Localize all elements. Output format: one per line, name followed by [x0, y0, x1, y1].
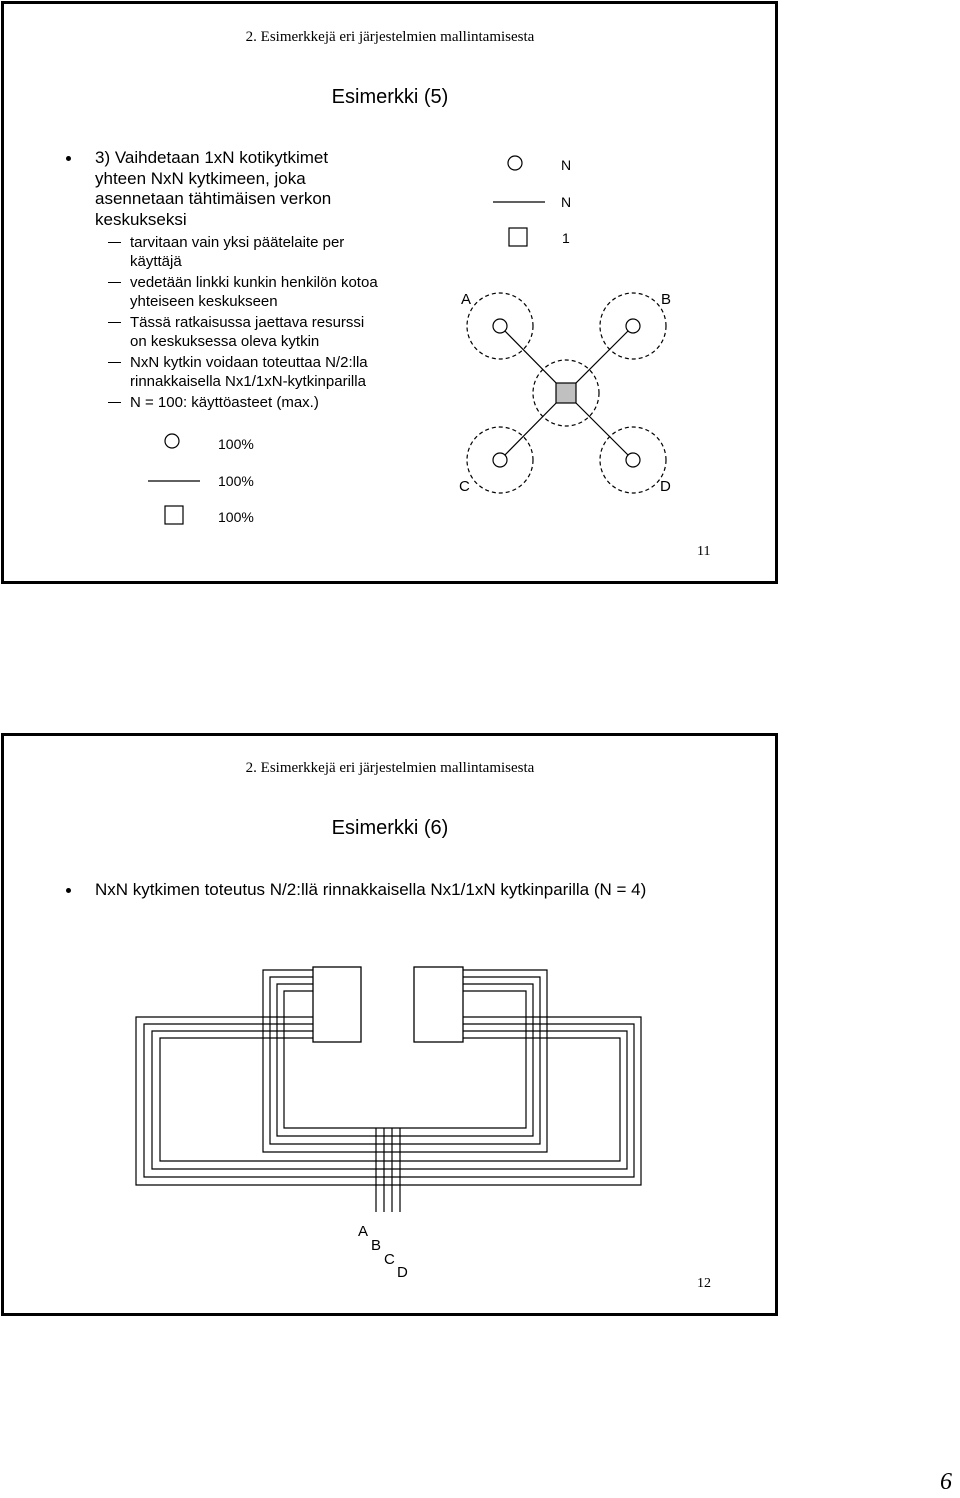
- bullet-line: keskukseksi: [95, 209, 187, 229]
- legend-circle-value: N: [561, 157, 572, 173]
- slide-esimerkki-5: [0, 0, 780, 586]
- input-label-d: D: [397, 1264, 408, 1281]
- sub-item-line: käyttäjä: [130, 253, 182, 270]
- slide-title: Esimerkki (6): [331, 817, 449, 839]
- slide-page-number: 12: [697, 1276, 711, 1291]
- legend-square-icon: [509, 228, 527, 246]
- sub-item-line: Tässä ratkaisussa jaettava resurssi: [130, 314, 365, 331]
- slide-esimerkki-6: [0, 732, 780, 1318]
- input-label-c: C: [384, 1251, 395, 1268]
- legend-square-value: 1: [562, 230, 570, 246]
- inner-wire: [263, 970, 547, 1152]
- legend-circle-value: 100%: [218, 436, 254, 452]
- legend-circle-icon: [508, 156, 522, 170]
- bullet-line: NxN kytkimen toteutus N/2:llä rinnakkaisella Nx1/1xN kytkinparilla (N = 4): [95, 880, 647, 899]
- node-label-d: D: [660, 478, 671, 495]
- wire-group: [136, 970, 641, 1212]
- bullet-line: 3) Vaihdetaan 1xN kotikytkimet: [95, 148, 329, 167]
- outer-wire: [160, 1038, 620, 1161]
- sub-item-line: vedetään linkki kunkin henkilön kotoa: [130, 274, 378, 291]
- sub-item-line: NxN kytkin voidaan toteuttaa N/2:lla: [130, 354, 368, 371]
- bullet-line: yhteen NxN kytkimeen, joka: [95, 168, 306, 188]
- slide-header: 2. Esimerkkejä eri järjestelmien mallintamisesta: [245, 760, 535, 776]
- slide-page-number: 11: [697, 544, 711, 559]
- legend-circle-icon: [165, 434, 179, 448]
- sub-item-line: tarvitaan vain yksi päätelaite per: [130, 234, 345, 251]
- node-label-c: C: [459, 478, 470, 495]
- switch-box-left: [313, 967, 361, 1042]
- legend-square-icon: [165, 506, 183, 524]
- sub-item-line: yhteiseen keskukseen: [130, 293, 278, 310]
- sub-item-line: N = 100: käyttöasteet (max.): [130, 394, 319, 411]
- node-label-a: A: [461, 291, 472, 308]
- outer-wire: [136, 1017, 641, 1185]
- slide-header: 2. Esimerkkejä eri järjestelmien mallintamisesta: [245, 29, 535, 45]
- switch-pair-wiring-diagram: [0, 732, 780, 1318]
- node-c-terminal: [493, 453, 507, 467]
- legend-line-value: 100%: [218, 473, 254, 489]
- slide-title: Esimerkki (5): [331, 86, 449, 108]
- outer-wire: [144, 1024, 634, 1177]
- legend-square-value: 100%: [218, 509, 254, 525]
- outer-wire: [152, 1031, 627, 1169]
- node-d-terminal: [626, 453, 640, 467]
- input-label-b: B: [371, 1237, 382, 1254]
- sub-item-line: on keskuksessa oleva kytkin: [130, 333, 320, 350]
- inner-wire: [270, 977, 540, 1144]
- node-b-terminal: [626, 319, 640, 333]
- node-label-b: B: [661, 291, 672, 308]
- node-a-terminal: [493, 319, 507, 333]
- sheet-page-number: 6: [940, 1469, 952, 1495]
- input-label-a: A: [358, 1223, 369, 1240]
- switch-box-right: [414, 967, 463, 1042]
- legend-line-value: N: [561, 194, 572, 210]
- hub-switch-square: [556, 383, 576, 403]
- bullet-line: asennetaan tähtimäisen verkon: [95, 189, 332, 208]
- sub-item-line: rinnakkaisella Nx1/1xN-kytkinparilla: [130, 373, 366, 390]
